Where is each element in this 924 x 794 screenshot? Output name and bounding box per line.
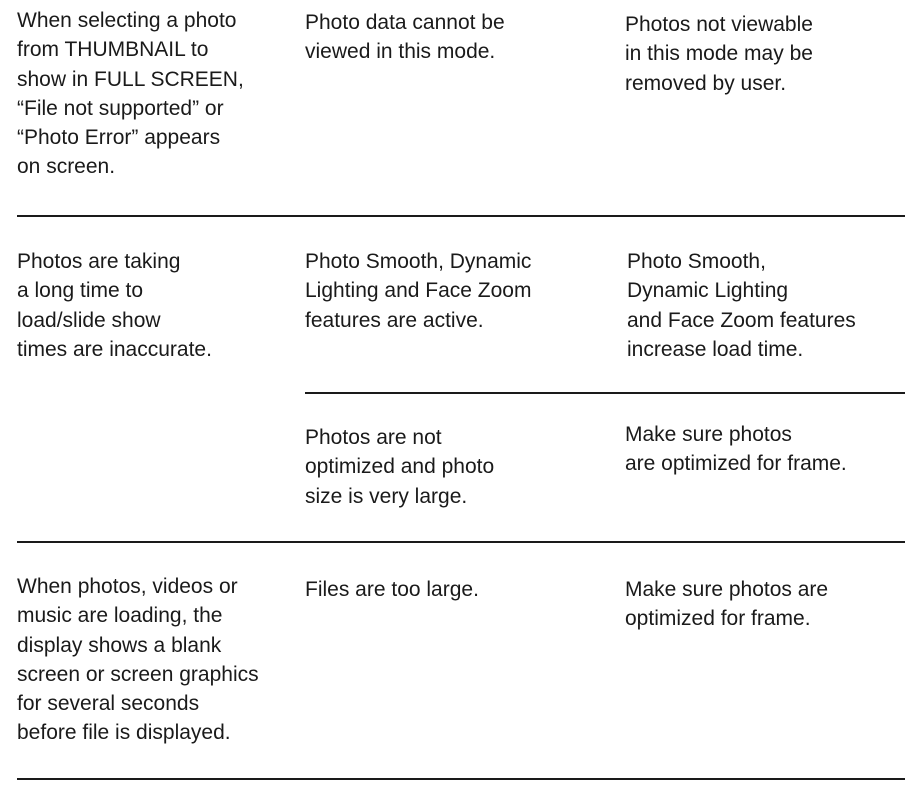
solution-text: Photos not viewable in this mode may be removed by user. bbox=[625, 13, 813, 95]
row-divider bbox=[17, 215, 905, 217]
solution-text: Make sure photos are optimized for frame. bbox=[625, 423, 847, 476]
row-divider bbox=[17, 541, 905, 543]
cause-text: Photo Smooth, Dynamic Lighting and Face Zoom features are active. bbox=[305, 250, 532, 332]
solution-text: Photo Smooth, Dynamic Lighting and Face Zoom features increase load time. bbox=[627, 250, 856, 361]
row-divider bbox=[17, 778, 905, 780]
problem-text: When selecting a photo from THUMBNAIL to show in FULL SCREEN, “File not supported” or “Photo Error” appears on screen. bbox=[17, 9, 244, 179]
cause-divider bbox=[305, 392, 905, 394]
cause-text: Photo data cannot be viewed in this mode. bbox=[305, 11, 505, 64]
problem-text: When photos, videos or music are loading, the display shows a blank screen or screen graphics for several seconds before file is displayed. bbox=[17, 575, 259, 745]
cause-text: Files are too large. bbox=[305, 578, 479, 601]
problem-text: Photos are taking a long time to load/slide show times are inaccurate. bbox=[17, 250, 212, 361]
solution-text: Make sure photos are optimized for frame. bbox=[625, 578, 829, 631]
cause-text: Photos are not optimized and photo size is very large. bbox=[305, 426, 495, 508]
